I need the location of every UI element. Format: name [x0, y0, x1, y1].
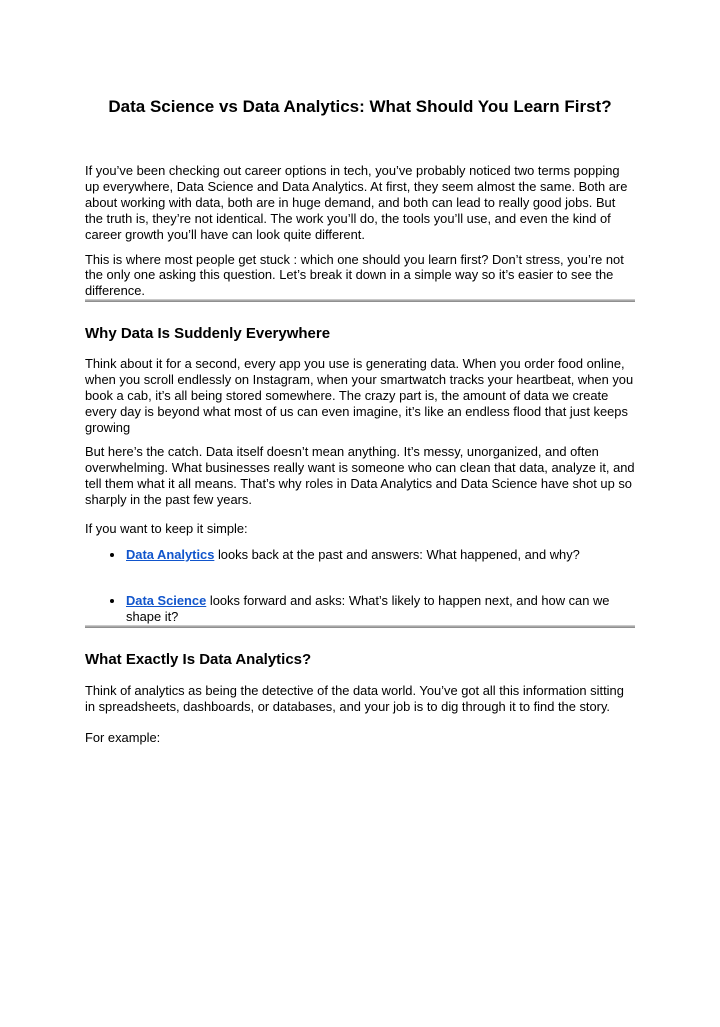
- intro-paragraph-1: If you’ve been checking out career options in tech, you’ve probably noticed two terms popping up everywhere, Data Science and Data Analytics. At first, they seem almost the same. Both are about working with data, both are in huge demand, and both can lead to really good jobs. But the truth is, they’re not identical. The work you’ll do, the tools you’ll use, and even the kind of career growth you’ll have can look quite different.: [85, 163, 628, 242]
- comparison-bullet-list: [85, 547, 635, 625]
- section1-paragraph-1: Think about it for a second, every app you use is generating data. When you order food online, when you scroll endlessly on Instagram, when your smartwatch tracks your heartbeat, when you book a cab, it’s all being stored somewhere. The crazy part is, the amount of data we create every day is beyond what most of us can even imagine, it’s like an endless flood that just keeps growing: [85, 356, 634, 435]
- bullet-item-text: looks forward and asks: What’s likely to happen next, and how can we shape it?: [126, 593, 610, 625]
- section2-paragraph-1: Think of analytics as being the detective of the data world. You’ve got all this information sitting in spreadsheets, dashboards, or databases, and your job is to dig through it to find the story.: [85, 683, 624, 714]
- section1-heading: Why Data Is Suddenly Everywhere: [85, 325, 331, 343]
- intro-paragraph-2: This is where most people get stuck : which one should you learn first? Don’t stress, you’re not the only one asking this question. Let’s break it down in a simple way so it’s easier to see the difference.: [85, 251, 624, 299]
- bullet-item-data-science: [125, 593, 635, 625]
- section-divider-2: [85, 625, 635, 628]
- section-divider-1: [85, 299, 635, 302]
- bullet-item-data-analytics: [125, 547, 635, 563]
- bullet-item-text: looks back at the past and answers: What happened, and why?: [214, 547, 580, 563]
- section1-lead-in: If you want to keep it simple:: [85, 521, 248, 537]
- data-science-link[interactable]: Data Science: [126, 593, 207, 609]
- section1-paragraph-2: But here’s the catch. Data itself doesn’t mean anything. It’s messy, unorganized, and often overwhelming. What businesses really want is someone who can clean that data, analyze it, and tell them what it all means. That’s why roles in Data Analytics and Data Science have shot up so sharply in the past few years.: [85, 443, 635, 507]
- section2-lead-in: For example:: [85, 729, 161, 745]
- document-page: [0, 96, 720, 1027]
- document-title: Data Science vs Data Analytics: What Should You Learn First?: [108, 97, 612, 116]
- data-analytics-link[interactable]: Data Analytics: [126, 547, 215, 563]
- section2-heading: What Exactly Is Data Analytics?: [85, 651, 312, 669]
